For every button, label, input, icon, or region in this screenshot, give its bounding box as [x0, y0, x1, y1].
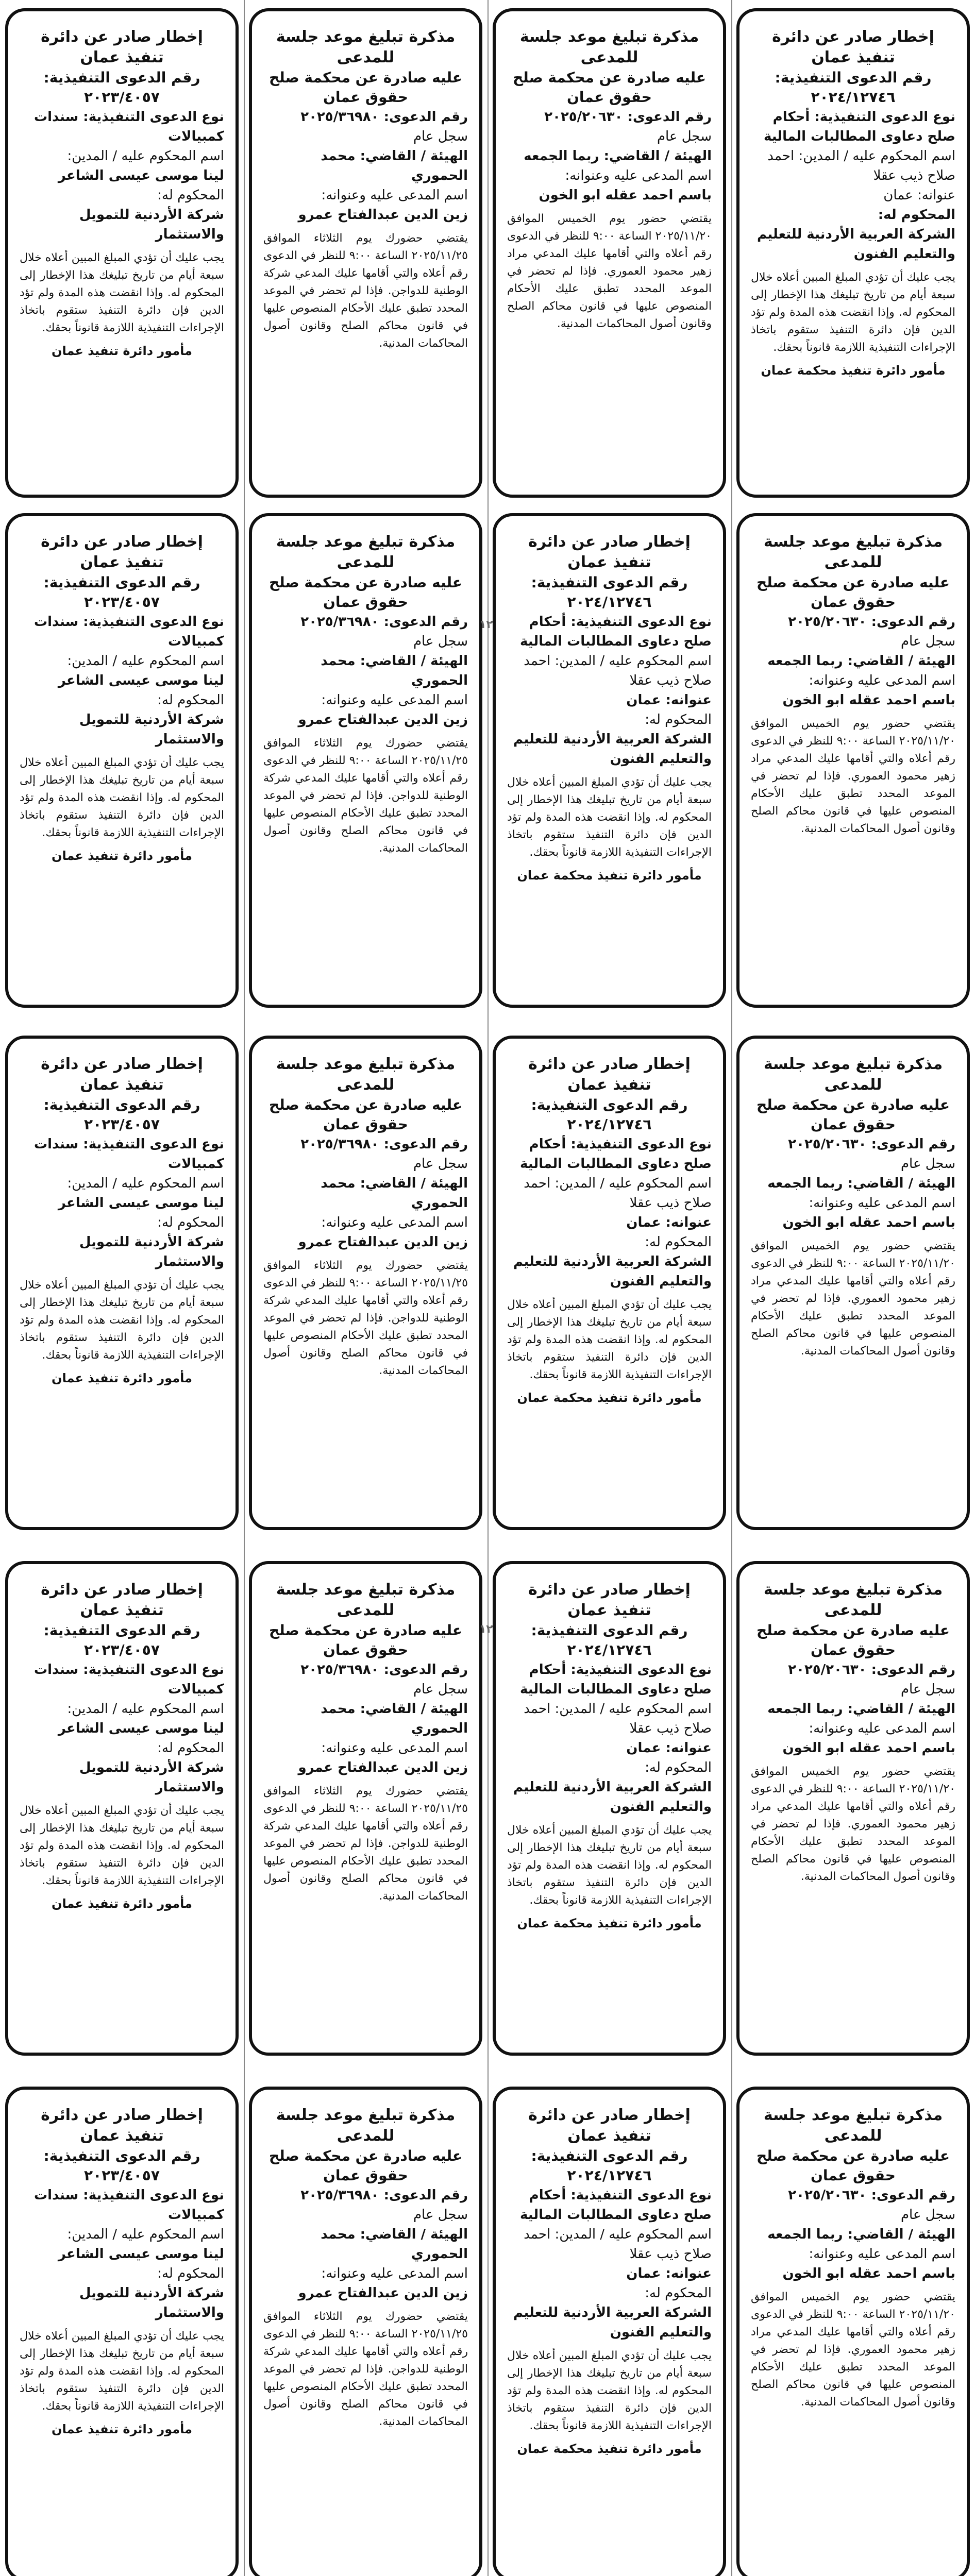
notice-head: إخطار صادر عن دائرة تنفيذ عمان: [528, 533, 691, 571]
notice-type: اسم المحكوم عليه / المدين:: [67, 653, 224, 669]
notice-foot: مأمور دائرة تنفيذ محكمة عمان: [517, 1916, 702, 1930]
notice-case: نوع الدعوى التنفيذية: أحكام صلح دعاوى المطالبات المالية: [764, 109, 955, 144]
notice-foot: مأمور دائرة تنفيذ عمان: [51, 2422, 193, 2436]
notice-case: نوع الدعوى التنفيذية: أحكام صلح دعاوى المطالبات المالية: [520, 614, 712, 649]
notice-judge: عنوانه: عمان: [883, 188, 955, 203]
notice-head: إخطار صادر عن دائرة تنفيذ عمان: [772, 28, 934, 66]
notice-head: مذكرة تبليغ موعد جلسة للمدعى: [276, 28, 456, 66]
notice-judge: عنوانه: عمان: [626, 1740, 712, 1756]
notice-type: سجل عام: [900, 1156, 955, 1172]
notice-card: [5, 1561, 239, 2056]
notice-type: سجل عام: [900, 1682, 955, 1697]
notice-party: زين الدين عبدالفتاح عمرو: [298, 1760, 468, 1775]
notice-sub: عليه صادرة عن محكمة صلح حقوق عمان: [756, 1622, 950, 1658]
notice-party: زين الدين عبدالفتاح عمرو: [298, 712, 468, 727]
notice-party-label: اسم المدعى عليه وعنوانه:: [565, 168, 712, 183]
notice-body: يجب عليك أن تؤدي المبلغ المبين أعلاه خلال سبعة أيام من تاريخ تبليغك هذا الإخطار إلى المحكوم له. وإذا انقضت هذه المدة ولم تؤد الدين فإن دائرة التنفيذ ستقوم باتخاذ الإجراءات التنفيذية اللازمة قانوناً بحقك.: [20, 1804, 224, 1887]
notice-sub: عليه صادرة عن محكمة صلح حقوق عمان: [268, 1096, 463, 1133]
notice-case: رقم الدعوى: ٢٠٢٥/٣٦٩٨٠: [300, 2188, 468, 2203]
notice-case: رقم الدعوى: ٢٠٢٥/٣٦٩٨٠: [300, 1662, 468, 1677]
notice-case: نوع الدعوى التنفيذية: أحكام صلح دعاوى المطالبات المالية: [520, 1662, 712, 1697]
notice-judge: الهيئة / القاضي: ربما الجمعه: [524, 148, 712, 164]
notice-party: شركة الأردنية للتمويل والاستثمار: [79, 2285, 224, 2320]
notice-card: [249, 2087, 482, 2576]
notice-party-label: اسم المدعى عليه وعنوانه:: [321, 1740, 468, 1756]
notice-party-label: اسم المدعى عليه وعنوانه:: [321, 188, 468, 203]
notice-case: نوع الدعوى التنفيذية: سندات كمبيالات: [34, 109, 224, 144]
notice-type: اسم المحكوم عليه / المدين:: [67, 1701, 224, 1717]
notice-card: [736, 1561, 970, 2056]
notice-head: مذكرة تبليغ موعد جلسة للمدعى: [763, 2106, 943, 2145]
notice-party-label: المحكوم له:: [645, 2285, 712, 2301]
notice-body: يجب عليك أن تؤدي المبلغ المبين أعلاه خلال سبعة أيام من تاريخ تبليغك هذا الإخطار إلى المحكوم له. وإذا انقضت هذه المدة ولم تؤد الدين فإن دائرة التنفيذ ستقوم باتخاذ الإجراءات التنفيذية اللازمة قانوناً بحقك.: [20, 2330, 224, 2413]
notice-card: [493, 513, 726, 1008]
notice-judge: الهيئة / القاضي: محمد الحموري: [321, 1176, 468, 1211]
notice-body: يقتضي حضور يوم الخميس الموافق ٢٠٢٥/١١/٢٠ الساعة ٩:٠٠ للنظر في الدعوى رقم أعلاه والتي أقامها عليك المدعي مراد زهير محمود العموري. فإذا لم تحضر في الموعد المحدد تطبق عليك الأحكام المنصوص عليها في قانون محاكم الصلح وقانون أصول المحاكمات المدنية.: [750, 1240, 955, 1358]
notice-party: زين الدين عبدالفتاح عمرو: [298, 2285, 468, 2301]
notice-party-label: اسم المدعى عليه وعنوانه:: [321, 1215, 468, 1230]
notice-case: رقم الدعوى: ٢٠٢٥/٣٦٩٨٠: [300, 614, 468, 630]
notice-foot: مأمور دائرة تنفيذ محكمة عمان: [517, 868, 702, 883]
notice-body: يقتضي حضور يوم الخميس الموافق ٢٠٢٥/١١/٢٠ الساعة ٩:٠٠ للنظر في الدعوى رقم أعلاه والتي أقامها عليك المدعي مراد زهير محمود العموري. فإذا لم تحضر في الموعد المحدد تطبق عليك الأحكام المنصوص عليها في قانون محاكم الصلح وقانون أصول المحاكمات المدنية.: [750, 2291, 955, 2409]
notice-sub: عليه صادرة عن محكمة صلح حقوق عمان: [756, 1096, 950, 1133]
notice-card: [5, 8, 239, 498]
notice-case: رقم الدعوى: ٢٠٢٥/٢٠٦٣٠: [788, 1137, 955, 1152]
notice-judge: الهيئة / القاضي: محمد الحموري: [321, 148, 468, 183]
column-rule: [731, 0, 732, 2576]
notice-type: اسم المحكوم عليه / المدين: احمد صلاح ذيب عقلا: [524, 653, 712, 688]
notice-party-label: المحكوم له:: [157, 692, 224, 708]
notice-party-label: المحكوم له:: [157, 2266, 224, 2281]
notice-case: رقم الدعوى: ٢٠٢٥/٢٠٦٣٠: [788, 2188, 955, 2203]
notice-body: يقتضي حضورك يوم الثلاثاء الموافق ٢٠٢٥/١١/٢٥ الساعة ٩:٠٠ للنظر في الدعوى رقم أعلاه والتي أقامها عليك المدعي شركة الوطنية للدواجن. فإذا لم تحضر في الموعد المحدد تطبق عليك الأحكام المنصوص عليها في قانون محاكم الصلح وقانون أصول المحاكمات المدنية.: [263, 2310, 468, 2428]
notice-judge: الهيئة / القاضي: محمد الحموري: [321, 653, 468, 688]
notice-foot: مأمور دائرة تنفيذ محكمة عمان: [517, 2442, 702, 2456]
notice-foot: مأمور دائرة تنفيذ عمان: [51, 849, 193, 863]
notice-party: الشركة العربية الأردنية للتعليم والتعليم الفنون: [513, 1780, 712, 1815]
notice-card: [493, 1036, 726, 1530]
notice-case: نوع الدعوى التنفيذية: أحكام صلح دعاوى المطالبات المالية: [520, 2188, 712, 2223]
notice-party: الشركة العربية الأردنية للتعليم والتعليم الفنون: [513, 732, 712, 767]
notice-party-label: اسم المدعى عليه وعنوانه:: [809, 673, 955, 688]
notice-sub: رقم الدعوى التنفيذية: ٢٠٢٤/١٢٧٤٦: [531, 1622, 688, 1658]
notice-case: نوع الدعوى التنفيذية: أحكام صلح دعاوى المطالبات المالية: [520, 1137, 712, 1172]
notice-sub: عليه صادرة عن محكمة صلح حقوق عمان: [756, 574, 950, 611]
notice-head: إخطار صادر عن دائرة تنفيذ عمان: [41, 533, 203, 571]
notice-card: [736, 1036, 970, 1530]
notice-sub: رقم الدعوى التنفيذية: ٢٠٢٣/٤٠٥٧: [43, 69, 200, 106]
notice-foot: مأمور دائرة تنفيذ محكمة عمان: [517, 1391, 702, 1405]
notice-sub: عليه صادرة عن محكمة صلح حقوق عمان: [756, 2147, 950, 2184]
notice-party-label: المحكوم له:: [645, 1234, 712, 1250]
notice-head: مذكرة تبليغ موعد جلسة للمدعى: [276, 1055, 456, 1094]
notice-head: مذكرة تبليغ موعد جلسة للمدعى: [763, 533, 943, 571]
notice-party: الشركة العربية الأردنية للتعليم والتعليم الفنون: [757, 227, 955, 262]
notice-judge: الهيئة / القاضي: محمد الحموري: [321, 2227, 468, 2262]
notice-sub: عليه صادرة عن محكمة صلح حقوق عمان: [512, 69, 707, 106]
notice-sub: رقم الدعوى التنفيذية: ٢٠٢٤/١٢٧٤٦: [775, 69, 932, 106]
notice-sub: رقم الدعوى التنفيذية: ٢٠٢٤/١٢٧٤٦: [531, 2147, 688, 2184]
notice-card: [249, 8, 482, 498]
notice-type: سجل عام: [900, 634, 955, 649]
notice-type: اسم المحكوم عليه / المدين: احمد صلاح ذيب عقلا: [767, 148, 955, 183]
notice-sub: رقم الدعوى التنفيذية: ٢٠٢٣/٤٠٥٧: [43, 1622, 200, 1658]
notice-party-label: المحكوم له:: [878, 207, 955, 223]
notice-party: باسم احمد عقله ابو الخون: [782, 2266, 955, 2281]
notice-party-label: اسم المدعى عليه وعنوانه:: [809, 1195, 955, 1211]
notice-body: يجب عليك أن تؤدي المبلغ المبين أعلاه خلال سبعة أيام من تاريخ تبليغك هذا الإخطار إلى المحكوم له. وإذا انقضت هذه المدة ولم تؤد الدين فإن دائرة التنفيذ ستقوم باتخاذ الإجراءات التنفيذية اللازمة قانوناً بحقك.: [507, 1824, 712, 1907]
notice-party-label: اسم المدعى عليه وعنوانه:: [809, 1721, 955, 1736]
notice-type: سجل عام: [413, 1156, 468, 1172]
notice-party-label: اسم المدعى عليه وعنوانه:: [809, 2246, 955, 2262]
notice-card: [736, 8, 970, 498]
notice-type: سجل عام: [413, 2207, 468, 2223]
notice-type: سجل عام: [900, 2207, 955, 2223]
notice-card: [493, 2087, 726, 2576]
notice-type: اسم المحكوم عليه / المدين:: [67, 1176, 224, 1191]
notice-case: رقم الدعوى: ٢٠٢٥/٣٦٩٨٠: [300, 1137, 468, 1152]
notice-body: يجب عليك أن تؤدي المبلغ المبين أعلاه خلال سبعة أيام من تاريخ تبليغك هذا الإخطار إلى المحكوم له. وإذا انقضت هذه المدة ولم تؤد الدين فإن دائرة التنفيذ ستقوم باتخاذ الإجراءات التنفيذية اللازمة قانوناً بحقك.: [751, 271, 955, 354]
notice-judge: لينا موسى عيسى الشاعر: [58, 673, 224, 688]
page-number-mark: ١٢: [479, 1623, 493, 1636]
notice-head: إخطار صادر عن دائرة تنفيذ عمان: [41, 1055, 203, 1094]
notice-head: إخطار صادر عن دائرة تنفيذ عمان: [41, 2106, 203, 2145]
notice-head: مذكرة تبليغ موعد جلسة للمدعى: [276, 1581, 456, 1619]
notice-judge: لينا موسى عيسى الشاعر: [58, 168, 224, 183]
notice-type: سجل عام: [657, 129, 712, 144]
notice-body: يجب عليك أن تؤدي المبلغ المبين أعلاه خلال سبعة أيام من تاريخ تبليغك هذا الإخطار إلى المحكوم له. وإذا انقضت هذه المدة ولم تؤد الدين فإن دائرة التنفيذ ستقوم باتخاذ الإجراءات التنفيذية اللازمة قانوناً بحقك.: [507, 1298, 712, 1381]
notice-sub: رقم الدعوى التنفيذية: ٢٠٢٤/١٢٧٤٦: [531, 1096, 688, 1133]
notice-head: إخطار صادر عن دائرة تنفيذ عمان: [528, 2106, 691, 2145]
notice-head: إخطار صادر عن دائرة تنفيذ عمان: [528, 1055, 691, 1094]
notice-sub: عليه صادرة عن محكمة صلح حقوق عمان: [268, 1622, 463, 1658]
notice-head: مذكرة تبليغ موعد جلسة للمدعى: [763, 1581, 943, 1619]
notice-head: مذكرة تبليغ موعد جلسة للمدعى: [276, 533, 456, 571]
notice-case: رقم الدعوى: ٢٠٢٥/٢٠٦٣٠: [544, 109, 712, 125]
notice-foot: مأمور دائرة تنفيذ عمان: [51, 1896, 193, 1911]
notice-sub: رقم الدعوى التنفيذية: ٢٠٢٣/٤٠٥٧: [43, 1096, 200, 1133]
column-rule: [488, 0, 489, 2576]
notice-sub: رقم الدعوى التنفيذية: ٢٠٢٣/٤٠٥٧: [43, 2147, 200, 2184]
notice-party-label: اسم المدعى عليه وعنوانه:: [321, 2266, 468, 2281]
notice-case: نوع الدعوى التنفيذية: سندات كمبيالات: [34, 1137, 224, 1172]
notice-card: [5, 2087, 239, 2576]
notice-case: نوع الدعوى التنفيذية: سندات كمبيالات: [34, 1662, 224, 1697]
notice-body: يجب عليك أن تؤدي المبلغ المبين أعلاه خلال سبعة أيام من تاريخ تبليغك هذا الإخطار إلى المحكوم له. وإذا انقضت هذه المدة ولم تؤد الدين فإن دائرة التنفيذ ستقوم باتخاذ الإجراءات التنفيذية اللازمة قانوناً بحقك.: [20, 1279, 224, 1362]
notice-foot: مأمور دائرة تنفيذ عمان: [51, 344, 193, 358]
notice-case: رقم الدعوى: ٢٠٢٥/٢٠٦٣٠: [788, 614, 955, 630]
notice-party: شركة الأردنية للتمويل والاستثمار: [79, 1234, 224, 1269]
notice-type: سجل عام: [413, 1682, 468, 1697]
notice-case: نوع الدعوى التنفيذية: سندات كمبيالات: [34, 614, 224, 649]
notice-card: [5, 513, 239, 1008]
notice-sub: عليه صادرة عن محكمة صلح حقوق عمان: [268, 69, 463, 106]
notice-card: [249, 513, 482, 1008]
notice-body: يجب عليك أن تؤدي المبلغ المبين أعلاه خلال سبعة أيام من تاريخ تبليغك هذا الإخطار إلى المحكوم له. وإذا انقضت هذه المدة ولم تؤد الدين فإن دائرة التنفيذ ستقوم باتخاذ الإجراءات التنفيذية اللازمة قانوناً بحقك.: [20, 251, 224, 334]
notice-judge: الهيئة / القاضي: ربما الجمعه: [767, 2227, 955, 2242]
notice-type: سجل عام: [413, 129, 468, 144]
notice-party: باسم احمد عقله ابو الخون: [782, 692, 955, 708]
notice-party: باسم احمد عقله ابو الخون: [782, 1740, 955, 1756]
notice-party: زين الدين عبدالفتاح عمرو: [298, 207, 468, 223]
notice-type: سجل عام: [413, 634, 468, 649]
notice-foot: مأمور دائرة تنفيذ محكمة عمان: [761, 363, 946, 378]
notice-party-label: المحكوم له:: [157, 1215, 224, 1230]
page-number-mark: ١٢: [479, 618, 493, 631]
notice-judge: الهيئة / القاضي: محمد الحموري: [321, 1701, 468, 1736]
notice-type: اسم المحكوم عليه / المدين: احمد صلاح ذيب عقلا: [524, 1176, 712, 1211]
notice-head: إخطار صادر عن دائرة تنفيذ عمان: [528, 1581, 691, 1619]
notice-head: إخطار صادر عن دائرة تنفيذ عمان: [41, 1581, 203, 1619]
notice-judge: لينا موسى عيسى الشاعر: [58, 1195, 224, 1211]
notice-card: [493, 1561, 726, 2056]
notice-party: شركة الأردنية للتمويل والاستثمار: [79, 207, 224, 242]
notice-party: باسم احمد عقله ابو الخون: [782, 1215, 955, 1230]
notice-case: رقم الدعوى: ٢٠٢٥/٢٠٦٣٠: [788, 1662, 955, 1677]
notice-case: نوع الدعوى التنفيذية: سندات كمبيالات: [34, 2188, 224, 2223]
notice-body: يقتضي حضورك يوم الثلاثاء الموافق ٢٠٢٥/١١/٢٥ الساعة ٩:٠٠ للنظر في الدعوى رقم أعلاه والتي أقامها عليك المدعي شركة الوطنية للدواجن. فإذا لم تحضر في الموعد المحدد تطبق عليك الأحكام المنصوص عليها في قانون محاكم الصلح وقانون أصول المحاكمات المدنية.: [263, 1259, 468, 1377]
notice-card: [249, 1561, 482, 2056]
notice-card: [249, 1036, 482, 1530]
notice-card: [493, 8, 726, 498]
notice-party: باسم احمد عقله ابو الخون: [539, 188, 712, 203]
notice-head: إخطار صادر عن دائرة تنفيذ عمان: [41, 28, 203, 66]
notice-body: يجب عليك أن تؤدي المبلغ المبين أعلاه خلال سبعة أيام من تاريخ تبليغك هذا الإخطار إلى المحكوم له. وإذا انقضت هذه المدة ولم تؤد الدين فإن دائرة التنفيذ ستقوم باتخاذ الإجراءات التنفيذية اللازمة قانوناً بحقك.: [507, 2349, 712, 2432]
notice-party-label: المحكوم له:: [157, 188, 224, 203]
notice-party-label: اسم المدعى عليه وعنوانه:: [321, 692, 468, 708]
notice-body: يجب عليك أن تؤدي المبلغ المبين أعلاه خلال سبعة أيام من تاريخ تبليغك هذا الإخطار إلى المحكوم له. وإذا انقضت هذه المدة ولم تؤد الدين فإن دائرة التنفيذ ستقوم باتخاذ الإجراءات التنفيذية اللازمة قانوناً بحقك.: [507, 776, 712, 859]
notice-body: يقتضي حضور يوم الخميس الموافق ٢٠٢٥/١١/٢٠ الساعة ٩:٠٠ للنظر في الدعوى رقم أعلاه والتي أقامها عليك المدعي مراد زهير محمود العموري. فإذا لم تحضر في الموعد المحدد تطبق عليك الأحكام المنصوص عليها في قانون محاكم الصلح وقانون أصول المحاكمات المدنية.: [750, 717, 955, 835]
notice-type: اسم المحكوم عليه / المدين: احمد صلاح ذيب عقلا: [524, 2227, 712, 2262]
notice-type: اسم المحكوم عليه / المدين:: [67, 148, 224, 164]
notice-body: يقتضي حضور يوم الخميس الموافق ٢٠٢٥/١١/٢٠ الساعة ٩:٠٠ للنظر في الدعوى رقم أعلاه والتي أقامها عليك المدعي مراد زهير محمود العموري. فإذا لم تحضر في الموعد المحدد تطبق عليك الأحكام المنصوص عليها في قانون محاكم الصلح وقانون أصول المحاكمات المدنية.: [750, 1765, 955, 1883]
notice-head: مذكرة تبليغ موعد جلسة للمدعى: [763, 1055, 943, 1094]
notice-body: يقتضي حضور يوم الخميس الموافق ٢٠٢٥/١١/٢٠ الساعة ٩:٠٠ للنظر في الدعوى رقم أعلاه والتي أقامها عليك المدعي مراد زهير محمود العموري. فإذا لم تحضر في الموعد المحدد تطبق عليك الأحكام المنصوص عليها في قانون محاكم الصلح وقانون أصول المحاكمات المدنية.: [507, 212, 712, 330]
notice-party: الشركة العربية الأردنية للتعليم والتعليم الفنون: [513, 2305, 712, 2340]
notice-party-label: المحكوم له:: [645, 1760, 712, 1775]
column-rule: [244, 0, 245, 2576]
notice-head: مذكرة تبليغ موعد جلسة للمدعى: [276, 2106, 456, 2145]
notice-judge: عنوانه: عمان: [626, 2266, 712, 2281]
notice-card: [5, 1036, 239, 1530]
notice-card: [736, 2087, 970, 2576]
notice-body: يجب عليك أن تؤدي المبلغ المبين أعلاه خلال سبعة أيام من تاريخ تبليغك هذا الإخطار إلى المحكوم له. وإذا انقضت هذه المدة ولم تؤد الدين فإن دائرة التنفيذ ستقوم باتخاذ الإجراءات التنفيذية اللازمة قانوناً بحقك.: [20, 756, 224, 839]
notice-sub: رقم الدعوى التنفيذية: ٢٠٢٤/١٢٧٤٦: [531, 574, 688, 611]
notice-type: اسم المحكوم عليه / المدين: احمد صلاح ذيب عقلا: [524, 1701, 712, 1736]
notice-judge: الهيئة / القاضي: ربما الجمعه: [767, 653, 955, 669]
notice-sub: عليه صادرة عن محكمة صلح حقوق عمان: [268, 2147, 463, 2184]
notice-foot: مأمور دائرة تنفيذ عمان: [51, 1371, 193, 1385]
notice-sub: عليه صادرة عن محكمة صلح حقوق عمان: [268, 574, 463, 611]
notice-party-label: المحكوم له:: [645, 712, 712, 727]
notice-judge: لينا موسى عيسى الشاعر: [58, 1721, 224, 1736]
notice-judge: لينا موسى عيسى الشاعر: [58, 2246, 224, 2262]
notice-judge: الهيئة / القاضي: ربما الجمعه: [767, 1701, 955, 1717]
notice-party: زين الدين عبدالفتاح عمرو: [298, 1234, 468, 1250]
notice-card: [736, 513, 970, 1008]
notice-judge: عنوانه: عمان: [626, 1215, 712, 1230]
notice-party: شركة الأردنية للتمويل والاستثمار: [79, 1760, 224, 1795]
notice-party: شركة الأردنية للتمويل والاستثمار: [79, 712, 224, 747]
notice-party-label: المحكوم له:: [157, 1740, 224, 1756]
notice-case: رقم الدعوى: ٢٠٢٥/٣٦٩٨٠: [300, 109, 468, 125]
notice-type: اسم المحكوم عليه / المدين:: [67, 2227, 224, 2242]
notice-body: يقتضي حضورك يوم الثلاثاء الموافق ٢٠٢٥/١١/٢٥ الساعة ٩:٠٠ للنظر في الدعوى رقم أعلاه والتي أقامها عليك المدعي شركة الوطنية للدواجن. فإذا لم تحضر في الموعد المحدد تطبق عليك الأحكام المنصوص عليها في قانون محاكم الصلح وقانون أصول المحاكمات المدنية.: [263, 232, 468, 350]
notice-body: يقتضي حضورك يوم الثلاثاء الموافق ٢٠٢٥/١١/٢٥ الساعة ٩:٠٠ للنظر في الدعوى رقم أعلاه والتي أقامها عليك المدعي شركة الوطنية للدواجن. فإذا لم تحضر في الموعد المحدد تطبق عليك الأحكام المنصوص عليها في قانون محاكم الصلح وقانون أصول المحاكمات المدنية.: [263, 737, 468, 855]
notice-judge: الهيئة / القاضي: ربما الجمعه: [767, 1176, 955, 1191]
notice-judge: عنوانه: عمان: [626, 692, 712, 708]
notice-head: مذكرة تبليغ موعد جلسة للمدعى: [519, 28, 699, 66]
notice-body: يقتضي حضورك يوم الثلاثاء الموافق ٢٠٢٥/١١/٢٥ الساعة ٩:٠٠ للنظر في الدعوى رقم أعلاه والتي أقامها عليك المدعي شركة الوطنية للدواجن. فإذا لم تحضر في الموعد المحدد تطبق عليك الأحكام المنصوص عليها في قانون محاكم الصلح وقانون أصول المحاكمات المدنية.: [263, 1785, 468, 1903]
notice-sub: رقم الدعوى التنفيذية: ٢٠٢٣/٤٠٥٧: [43, 574, 200, 611]
notice-party: الشركة العربية الأردنية للتعليم والتعليم الفنون: [513, 1254, 712, 1289]
